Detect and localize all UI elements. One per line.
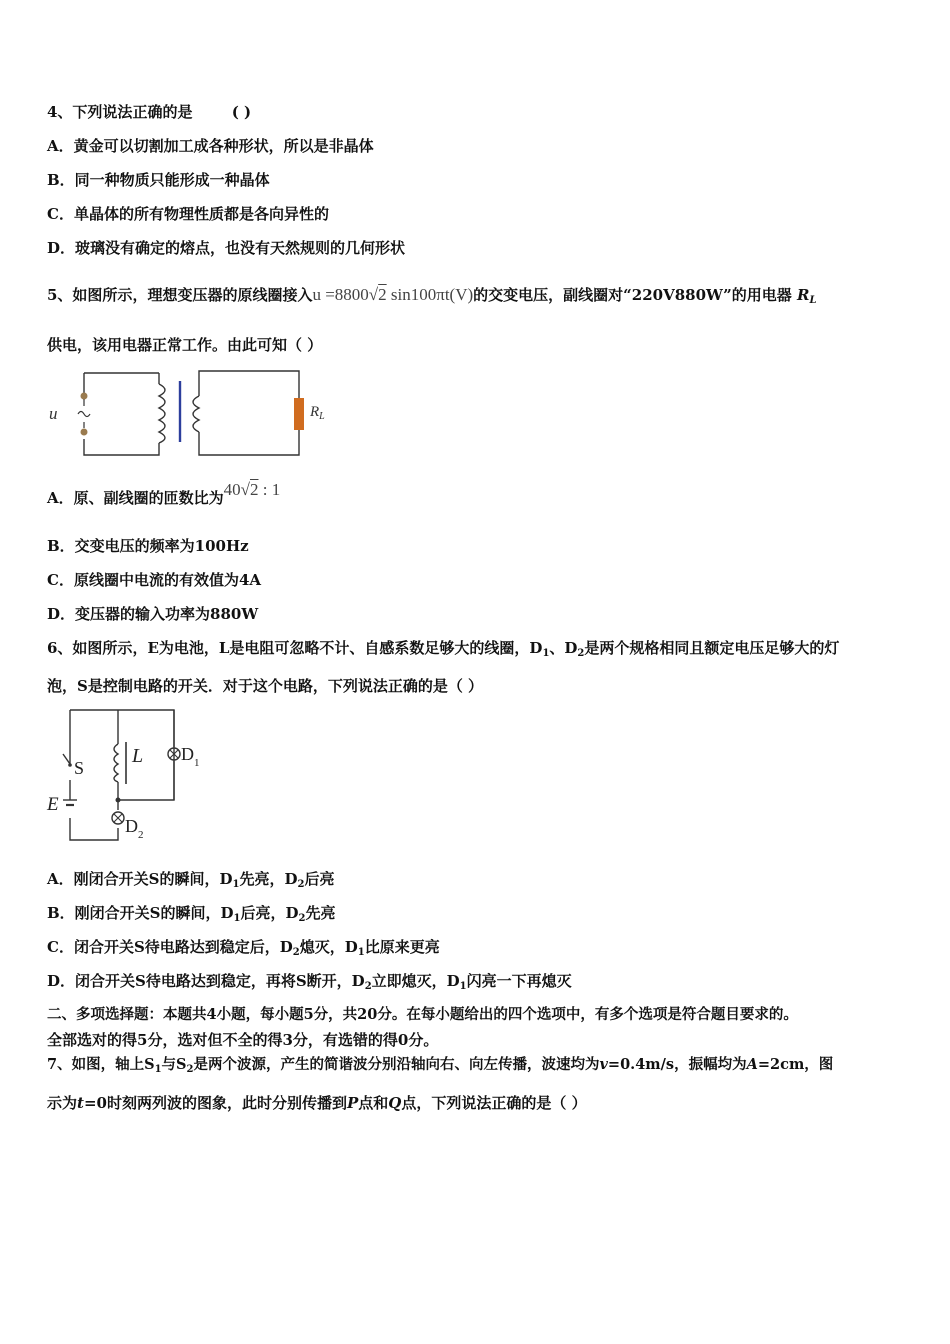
q5-ratio: 40√2 : 1 <box>223 480 281 499</box>
q7-stem-line2: 示为t=0时刻两列波的图象，此时分别传播到P点和Q点，下列说法正确的是（ ） <box>47 1094 587 1112</box>
q4-stem: 4、下列说法正确的是 ( ) <box>47 103 252 121</box>
section2-line2: 全部选对的得5分，选对但不全的得3分，有选错的得0分。 <box>47 1031 439 1049</box>
ac-source-icon <box>78 412 90 417</box>
e-label: E <box>47 794 59 815</box>
u-label: u <box>49 404 58 423</box>
s-label: S <box>74 758 85 778</box>
d2-label: $D_2$ <box>125 816 144 841</box>
transformer-circuit-figure <box>44 366 344 466</box>
resistor-rl <box>294 398 304 430</box>
section2-line1: 二、多项选择题：本题共4小题，每小题5分，共20分。在每小题给出的四个选项中，有多个选项是符合题目要求的。 <box>47 1006 798 1023</box>
secondary-coil-icon <box>193 396 199 432</box>
q6-option-c: C．闭合开关S待电路达到稳定后，$D_2$熄灭，$D_1$比原来更亮 <box>47 938 440 958</box>
q5-stem-line1: 5、如图所示，理想变压器的原线圈接入u =8800√2 sin100πt(V)的交变电压，副线圈对“220V880W”的用电器 $R_L$ <box>47 285 817 306</box>
rl-label: $R_L$ <box>310 404 325 422</box>
q6-stem-line2: 泡，S是控制电路的开关．对于这个电路，下列说法正确的是（ ） <box>47 677 484 695</box>
q4-option-b: B．同一种物质只能形成一种晶体 <box>47 171 270 189</box>
q4-option-c: C．单晶体的所有物理性质都是各向异性的 <box>47 205 329 223</box>
terminal-bottom <box>81 429 88 436</box>
terminal-top <box>81 393 88 400</box>
inductor-circuit-figure <box>44 704 224 844</box>
l-label: L <box>132 745 144 767</box>
q6-stem-line1: 6、如图所示，E为电池，L是电阻可忽略不计、自感系数足够大的线圈，$D_1$、$D_2$是两个规格相同且额定电压足够大的灯 <box>47 639 840 659</box>
q6-option-a: A．刚闭合开关S的瞬间，$D_1$先亮，$D_2$后亮 <box>47 870 335 890</box>
q5-stem-line2: 供电，该用电器正常工作。由此可知（ ） <box>47 336 323 354</box>
d1-label: $D_1$ <box>181 744 200 769</box>
q6-option-b: B．刚闭合开关S的瞬间，$D_1$后亮，$D_2$先亮 <box>47 904 336 924</box>
switch-s-icon <box>63 754 70 764</box>
q5-option-a: A．原、副线圈的匝数比为40√2 : 1 <box>47 480 281 507</box>
inductor-l-icon <box>114 744 118 782</box>
q5-formula: u =8800√2 sin100πt(V) <box>312 285 474 304</box>
q5-option-c: C．原线圈中电流的有效值为4A <box>47 571 262 589</box>
q5-option-d: D．变压器的输入功率为880W <box>47 605 259 623</box>
q4-option-d: D．玻璃没有确定的熔点，也没有天然规则的几何形状 <box>47 239 406 257</box>
q5-rl: $R_L$ <box>797 286 817 306</box>
primary-coil-icon <box>159 384 165 443</box>
q6-option-d: D．闭合开关S待电路达到稳定，再将S断开，$D_2$立即熄灭，$D_1$闪亮一下再熄灭 <box>47 972 572 992</box>
q4-option-a: A．黄金可以切割加工成各种形状，所以是非晶体 <box>47 137 374 155</box>
q7-stem-line1: 7、如图，轴上$S_1$与$S_2$是两个波源，产生的简谐波分别沿轴向右、向左传播，波速均为v=0.4m/s，振幅均为A=2cm，图 <box>47 1056 834 1075</box>
q5-option-b: B．交变电压的频率为100Hz <box>47 537 249 555</box>
